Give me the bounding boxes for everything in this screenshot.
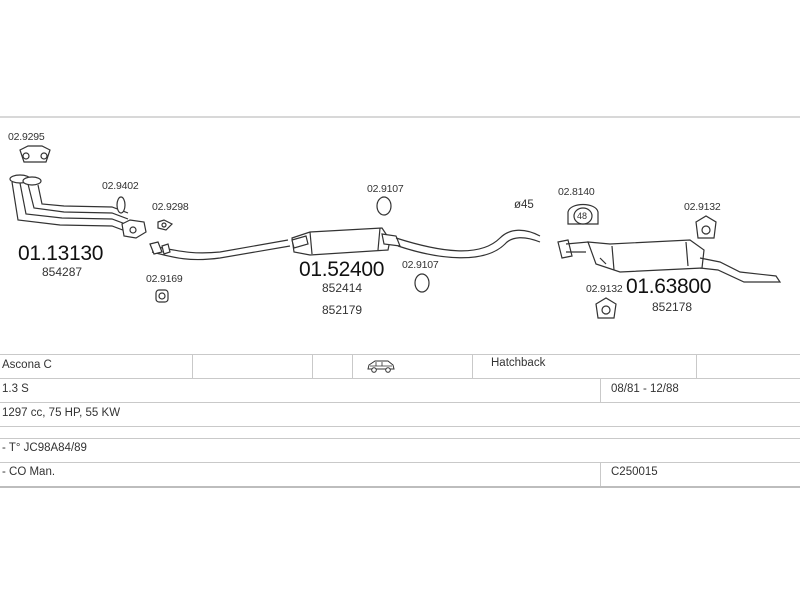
- specs-cell: 1297 cc, 75 HP, 55 KW: [2, 407, 121, 419]
- bracket-2-drawing: [696, 216, 716, 238]
- row-line: [0, 378, 800, 379]
- row-line: [0, 438, 800, 439]
- middle-silencer-number: 01.52400: [299, 258, 385, 281]
- diameter-label: ø45: [514, 199, 534, 211]
- col-line: [312, 355, 313, 378]
- years-cell: 08/81 - 12/88: [611, 383, 679, 395]
- engine-cell: 1.3 S: [2, 383, 29, 395]
- code-cell: C250015: [611, 466, 658, 478]
- row-line: [0, 426, 800, 427]
- ring-1-drawing: [377, 197, 391, 215]
- rear-silencer-ref: 852178: [652, 300, 693, 314]
- model-cell: Ascona C: [2, 359, 52, 371]
- col-line: [600, 379, 601, 402]
- col-line: [352, 355, 353, 378]
- car-hatchback-icon: [366, 358, 396, 374]
- body-cell: Hatchback: [491, 357, 546, 369]
- col-line: [600, 463, 601, 486]
- co-cell: - CO Man.: [2, 466, 56, 478]
- middle-silencer-drawing: [292, 228, 540, 258]
- row-line: [0, 486, 800, 488]
- row-line: [0, 462, 800, 463]
- row-line: [0, 354, 800, 355]
- approval-cell: - T° JC98A84/89: [2, 442, 87, 454]
- part-label-gasket-2: 02.9402: [102, 180, 139, 192]
- front-pipe-ref: 854287: [42, 265, 83, 279]
- gasket-3-drawing: [158, 220, 172, 230]
- part-label-bracket-1: 02.8140: [558, 186, 595, 198]
- part-label-bracket-2: 02.9132: [684, 201, 721, 213]
- row-line: [0, 402, 800, 403]
- rear-silencer-number: 01.63800: [626, 275, 712, 298]
- intermediate-pipe-drawing: [150, 240, 290, 260]
- clamp-1-drawing: [156, 290, 168, 302]
- part-label-gasket-1: 02.9295: [8, 131, 45, 143]
- part-label-gasket-3: 02.9298: [152, 201, 189, 213]
- col-line: [472, 355, 473, 378]
- gasket-2-drawing: [117, 197, 125, 213]
- col-line: [696, 355, 697, 378]
- part-label-ring-2: 02.9107: [402, 259, 439, 271]
- gasket-1-drawing: [20, 146, 50, 162]
- part-label-bracket-3: 02.9132: [586, 283, 623, 295]
- bracket-size-label: 48: [577, 211, 588, 221]
- front-pipe-number: 01.13130: [18, 242, 104, 265]
- bracket-3-drawing: [596, 298, 616, 318]
- col-line: [192, 355, 193, 378]
- middle-silencer-ref-1: 852414: [322, 281, 363, 295]
- ring-2-drawing: [415, 274, 429, 292]
- middle-silencer-ref-2: 852179: [322, 303, 363, 317]
- part-label-clamp-1: 02.9169: [146, 273, 183, 285]
- part-label-ring-1: 02.9107: [367, 183, 404, 195]
